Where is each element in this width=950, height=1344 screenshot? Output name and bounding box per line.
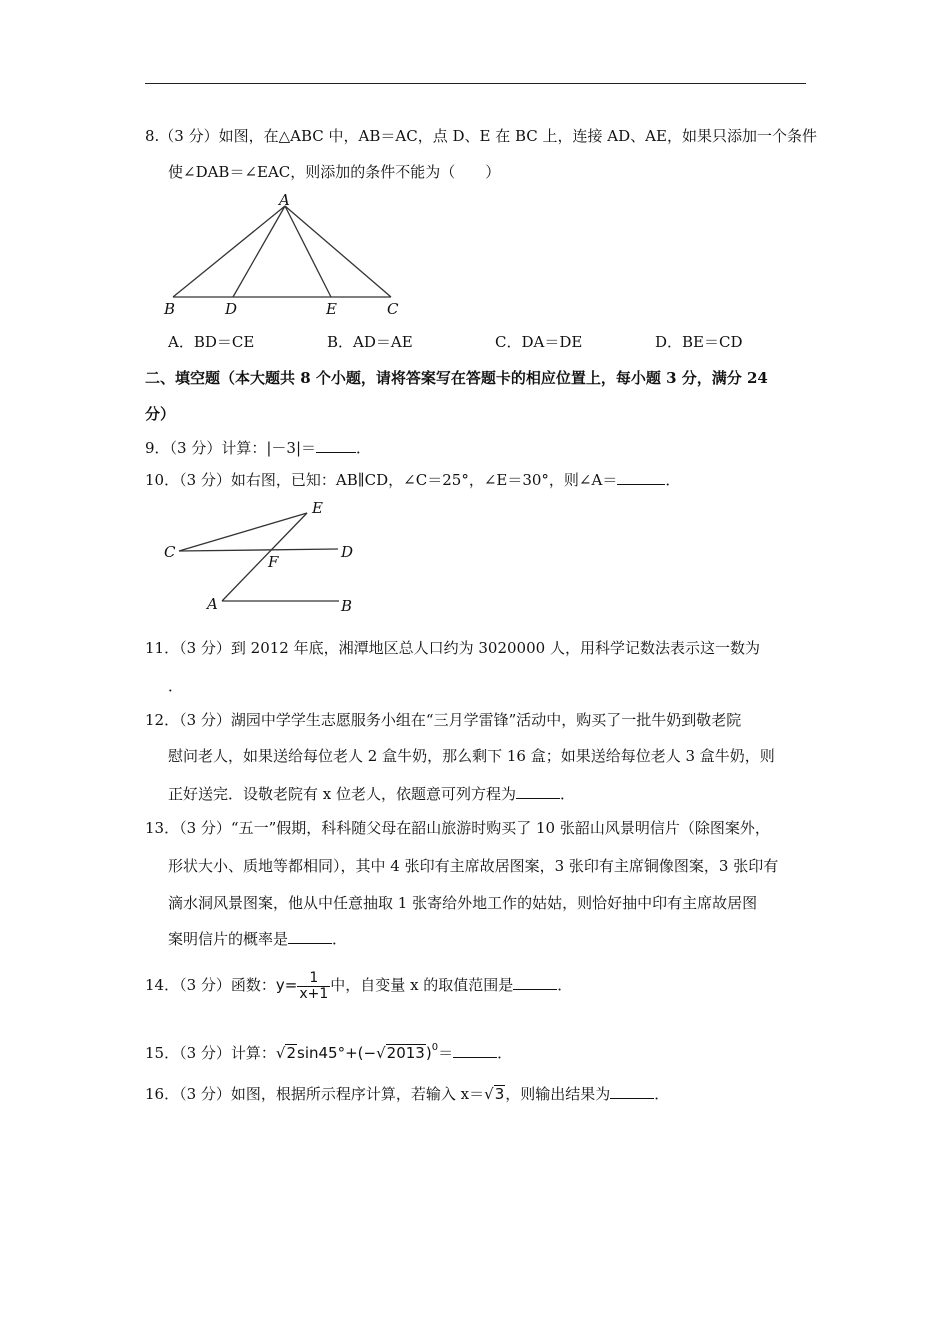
q12-text: 正好送完．设敬老院有 x 位老人，依题意可列方程为	[168, 785, 516, 803]
q12-line-2: 慰问老人，如果送给每位老人 2 盒牛奶，那么剩下 16 盒；如果送给每位老人 3 盒牛奶，则	[168, 747, 775, 765]
q15-end: ．	[497, 1044, 513, 1062]
q9-line	[145, 438, 371, 458]
q8-line-1: 8.（3 分）如图，在△ABC 中，AB＝AC，点 D、E 在 BC 上，连接 AD、AE，如果只添加一个条件	[145, 127, 817, 145]
q14-prefix: 14．（3 分）函数：	[145, 976, 276, 994]
label-c: C	[164, 543, 176, 561]
q10-parallel-lines-figure	[155, 495, 375, 620]
q9-answer-blank[interactable]	[316, 438, 356, 453]
q13-line-4	[168, 929, 347, 949]
q9-end: ．	[356, 439, 372, 457]
q16-radicand: 3	[494, 1085, 505, 1103]
section2-heading-line-1: 二、填空题（本大题共 8 个小题，请将答案写在答题卡的相应位置上，每小题 3 分，满分 24	[145, 369, 768, 387]
label-e: E	[312, 499, 323, 517]
q11-line-1: 11．（3 分）到 2012 年底，湘潭地区总人口约为 3020000 人，用科学记数法表示这一数为	[145, 639, 760, 657]
label-d: D	[341, 543, 354, 561]
q12-answer-blank[interactable]	[516, 784, 560, 799]
q15-line	[145, 1036, 512, 1065]
q15-radicand-1: 2	[286, 1044, 297, 1062]
q14-end: ．	[557, 976, 573, 994]
q15-sin: sin45°	[297, 1044, 346, 1062]
header-rule	[145, 83, 806, 84]
q10-line	[145, 470, 680, 490]
label-f: F	[268, 553, 279, 571]
q13-end: ．	[332, 930, 348, 948]
q16-line	[145, 1082, 669, 1106]
q12-line-3	[168, 784, 575, 804]
q15-sqrt-sign-1: √	[275, 1044, 286, 1062]
q14-numerator: 1	[297, 971, 330, 987]
q14-answer-blank[interactable]	[513, 975, 557, 990]
section2-heading-line-2: 分）	[145, 405, 176, 423]
q15-prefix: 15．（3 分）计算：	[145, 1044, 276, 1062]
q16-sqrt-sign: √	[484, 1085, 494, 1103]
q8-option-d: D．BE＝CD	[655, 333, 743, 351]
q16-answer-blank[interactable]	[610, 1084, 654, 1099]
q15-answer-blank[interactable]	[453, 1043, 497, 1058]
q10-answer-blank[interactable]	[617, 470, 665, 485]
q13-answer-blank[interactable]	[288, 929, 332, 944]
label-c: C	[387, 300, 399, 318]
q11-line-2: ．	[168, 677, 184, 695]
q14-line	[145, 968, 572, 1002]
q13-line-1: 13．（3 分）“五一”假期，科科随父母在韶山旅游时购买了 10 张韶山风景明信片（除图案外，	[145, 819, 770, 837]
q15-sqrt-sign-2: √	[376, 1044, 386, 1062]
label-b: B	[341, 597, 353, 615]
q13-text: 案明信片的概率是	[168, 930, 289, 948]
q14-fraction	[297, 971, 330, 1002]
q10-text: 10．（3 分）如右图，已知：AB∥CD，∠C＝25°，∠E＝30°，则∠A＝	[145, 471, 618, 489]
q8-option-c: C．DA＝DE	[495, 333, 583, 351]
q8-option-a: A．BD＝CE	[168, 333, 255, 351]
q14-suffix: 中，自变量 x 的取值范围是	[330, 976, 514, 994]
q16-suffix: ，则输出结果为	[505, 1085, 611, 1103]
q15-eq: ＝	[438, 1044, 454, 1062]
q12-end: ．	[560, 785, 576, 803]
q15-exponent: 0	[431, 1042, 439, 1053]
q13-line-2: 形状大小、质地等都相同），其中 4 张印有主席故居图案，3 张印有主席铜像图案，3 张印有	[168, 857, 779, 875]
q15-close: )	[425, 1044, 432, 1062]
q16-end: ．	[654, 1085, 670, 1103]
q8-option-b: B．AD＝AE	[327, 333, 413, 351]
q8-triangle-figure	[155, 190, 415, 320]
q14-denominator: x+1	[299, 985, 329, 1002]
q8-line-2: 使∠DAB＝∠EAC，则添加的条件不能为（ ）	[168, 163, 501, 181]
label-b: B	[164, 300, 176, 318]
q15-plus-open: +(−	[345, 1044, 377, 1062]
q13-line-3: 滴水洞风景图案，他从中任意抽取 1 张寄给外地工作的姑姑，则恰好抽中印有主席故居图	[168, 894, 758, 912]
label-d: D	[225, 300, 238, 318]
label-a: A	[279, 191, 290, 209]
q15-radicand-2: 2013	[386, 1044, 425, 1062]
q9-text: 9．（3 分）计算：|－3|＝	[145, 439, 317, 457]
q14-y-eq: y=	[275, 976, 298, 994]
label-e: E	[326, 300, 337, 318]
q12-line-1: 12．（3 分）湖园中学学生志愿服务小组在“三月学雷锋”活动中，购买了一批牛奶到敬老院	[145, 711, 742, 729]
q10-end: ．	[665, 471, 681, 489]
q16-prefix: 16．（3 分）如图，根据所示程序计算，若输入 x＝	[145, 1085, 485, 1103]
label-a: A	[207, 595, 218, 613]
